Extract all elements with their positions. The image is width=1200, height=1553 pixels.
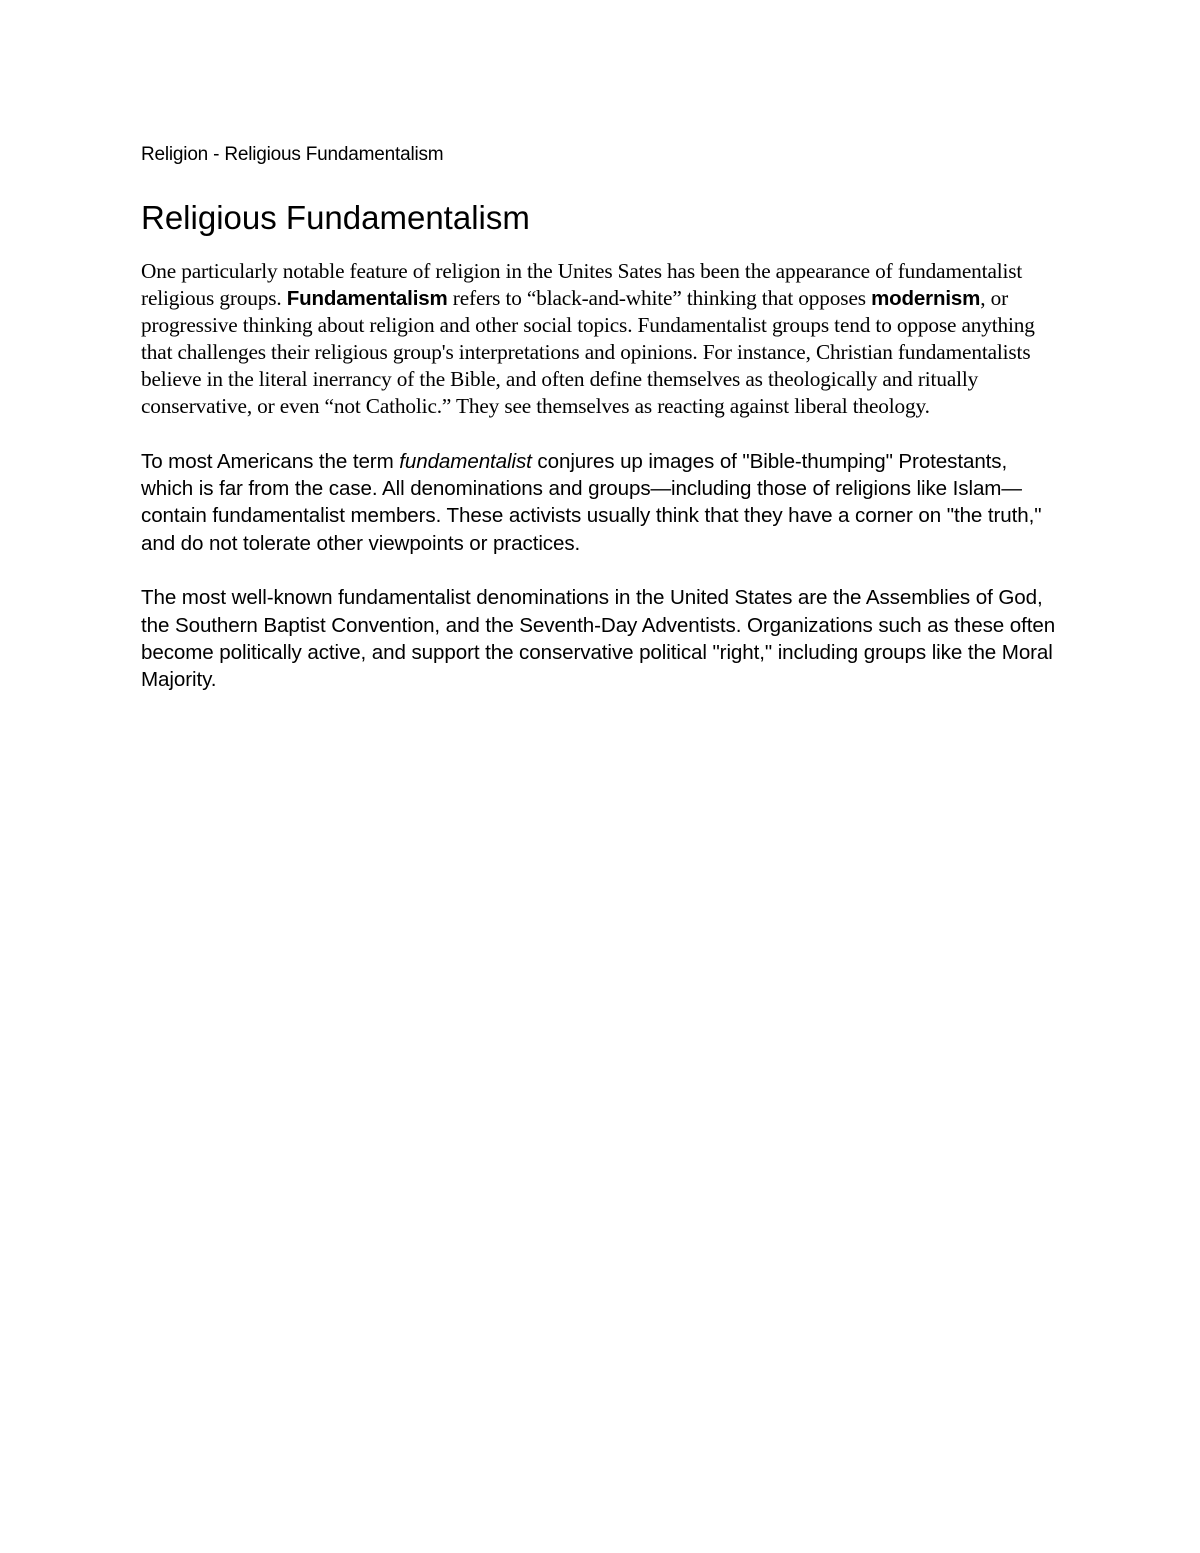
term-fundamentalist: fundamentalist	[399, 449, 532, 473]
page-header: Religion - Religious Fundamentalism	[141, 144, 444, 165]
paragraph-text: To most Americans the term	[141, 449, 400, 473]
paragraph-text: refers to “black-and-white” thinking that opposes	[447, 286, 872, 311]
paragraph-text: One particularly notable feature of religion in the Unites Sates has been the appearance of fundamentalist religious groups.	[141, 259, 1023, 311]
document-title: Religious Fundamentalism	[141, 199, 530, 236]
paragraph-text: , or progressive thinking about religion and other social topics. Fundamentalist groups tend to oppose anything that challenges their religious group's interpretations and opinions. For instance, Christian fundamentalists believe in the literal inerrancy of the Bible, and often define themselves as theologically and ritually conservative, or even “not Catholic.” They see themselves as reacting against liberal theology.	[141, 286, 1035, 419]
paragraph-perception	[141, 448, 1061, 558]
paragraph-denominations: The most well-known fundamentalist denominations in the United States are the Assemblies of God, the Southern Baptist Convention, and the Seventh-Day Adventists. Organizations such as these often become politically active, and support the conservative political "right," including groups like the Moral Majority.	[141, 586, 1056, 692]
paragraph-text: conjures up images of "Bible-thumping" Protestants, which is far from the case. All denominations and groups—including those of religions like Islam—contain fundamentalist members. These activists usually think that they have a corner on "the truth," and do not tolerate other viewpoints or practices.	[141, 449, 1042, 555]
term-fundamentalism: Fundamentalism	[286, 287, 448, 311]
paragraph-definition	[141, 258, 1061, 421]
term-modernism: modernism	[871, 287, 981, 311]
document-body	[141, 140, 1061, 721]
